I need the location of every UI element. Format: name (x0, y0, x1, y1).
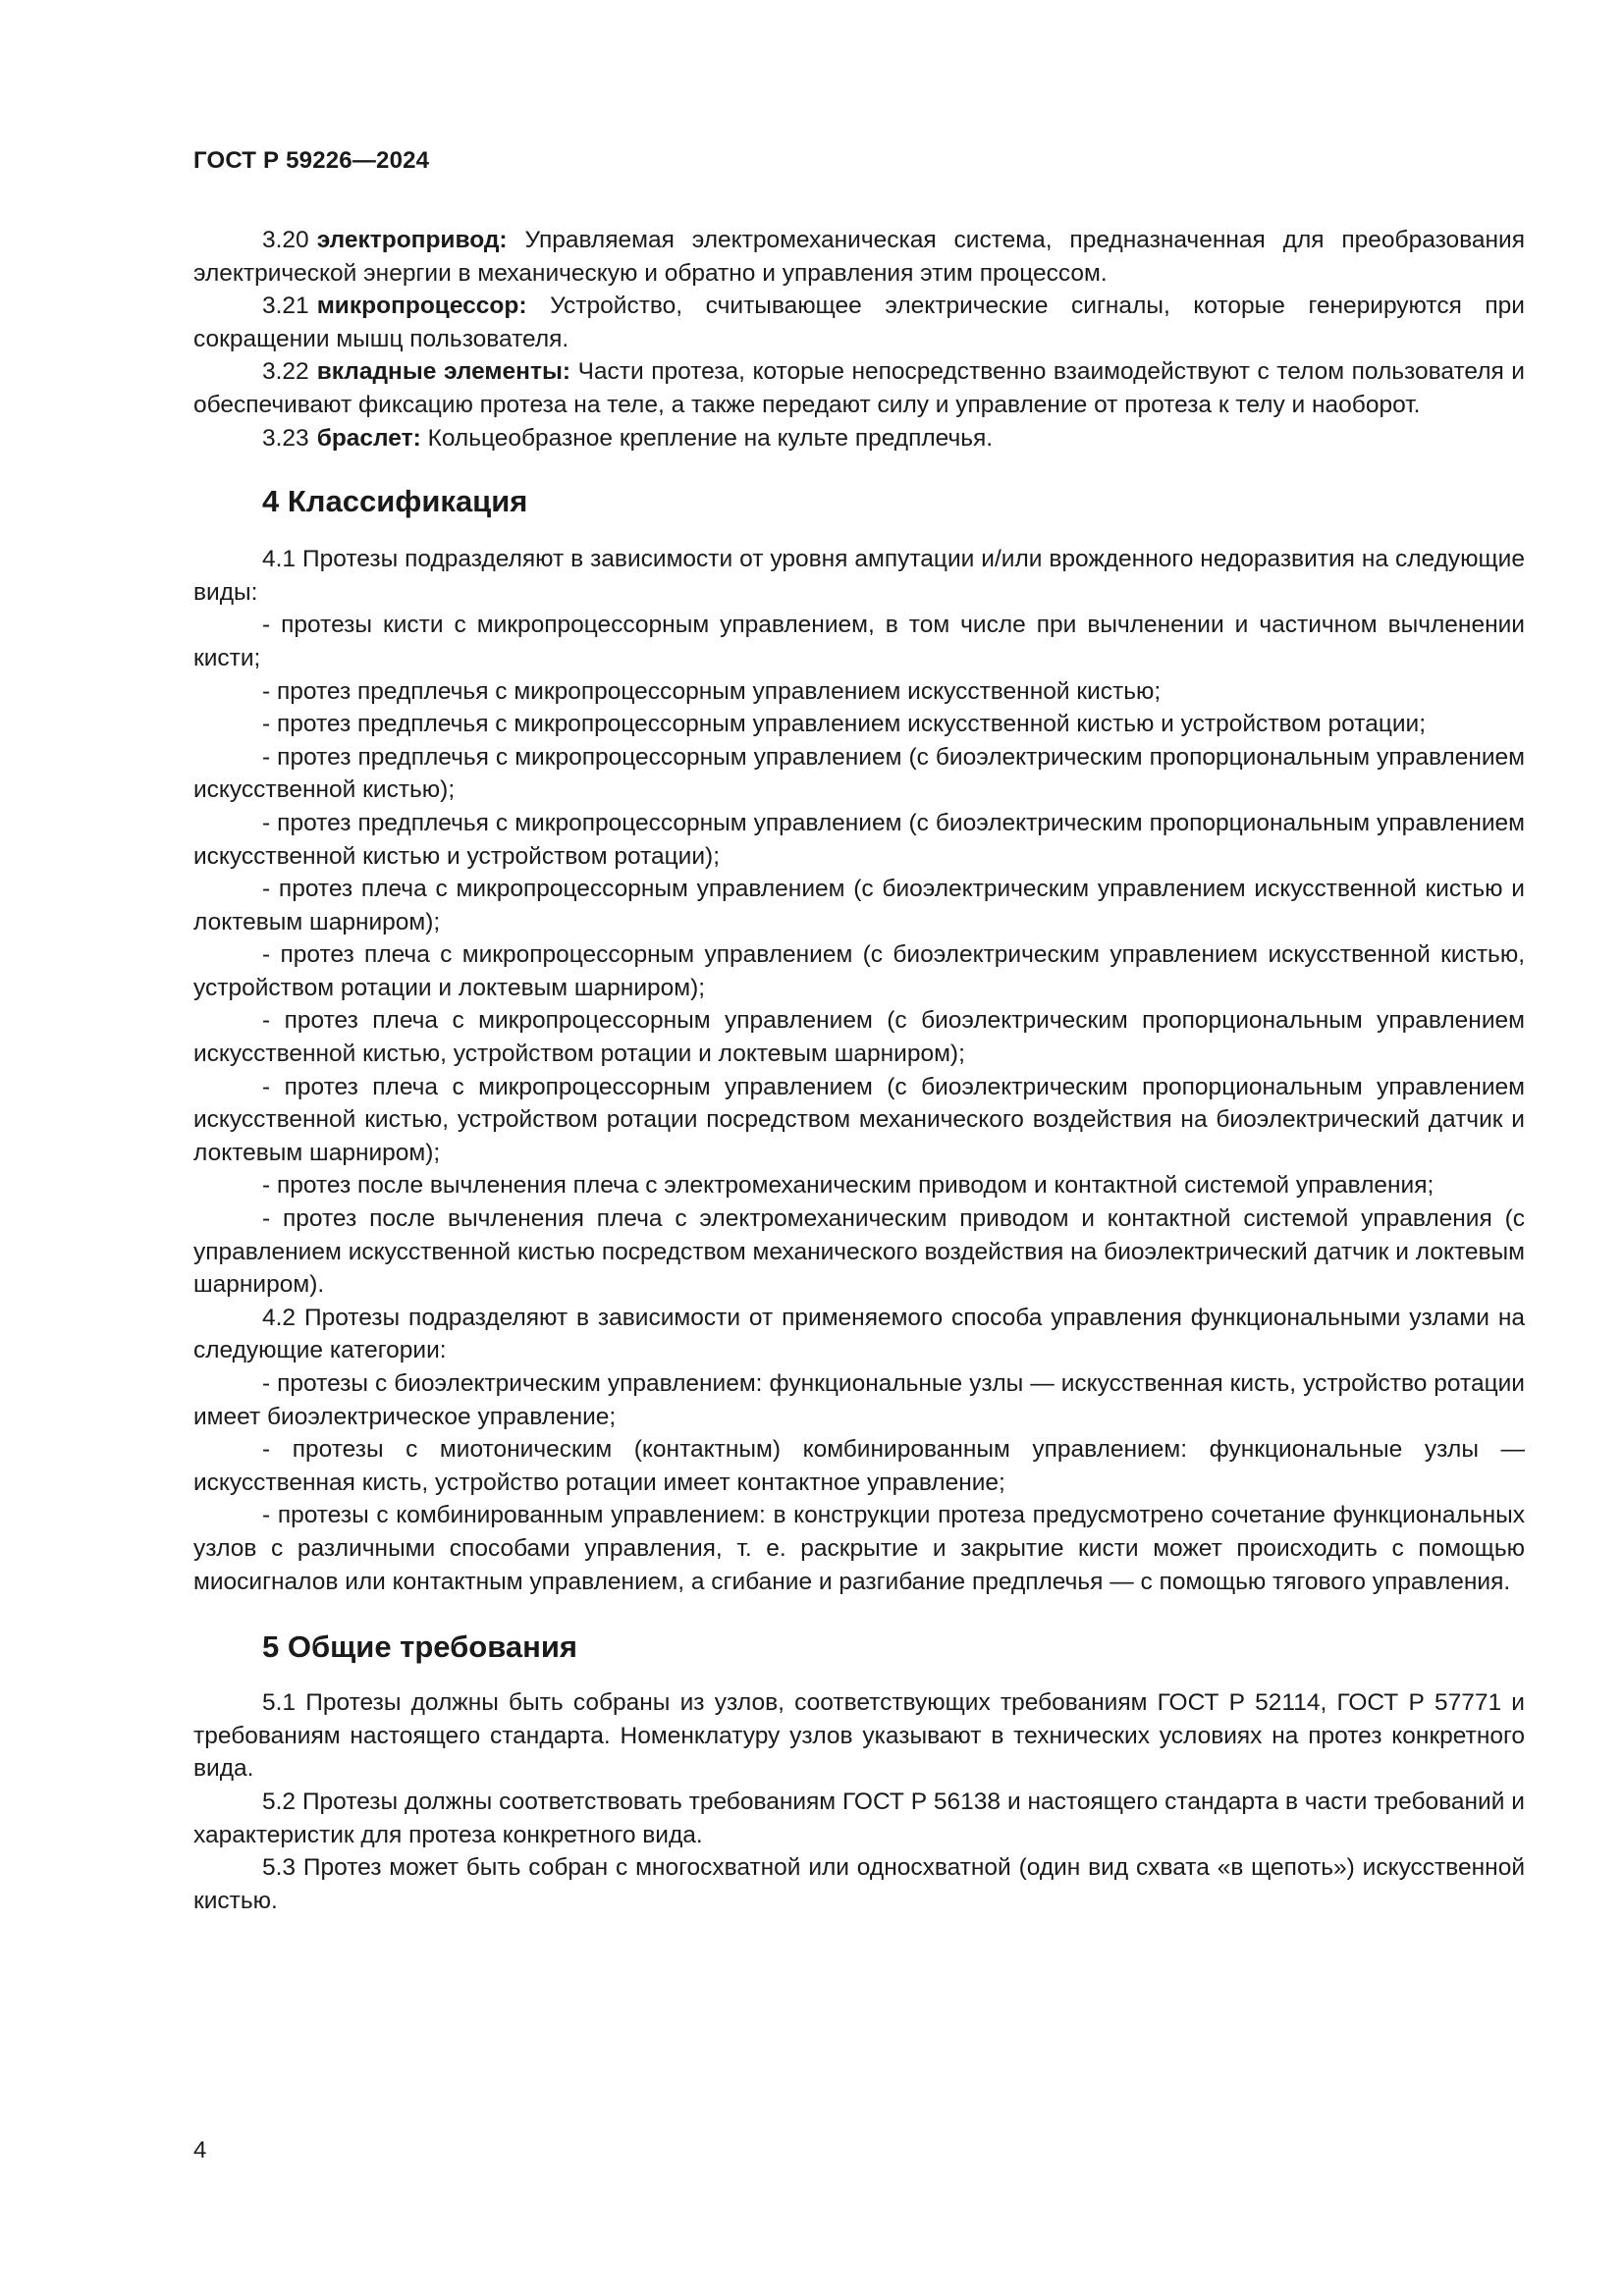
document-body (193, 224, 1525, 1917)
list-item: - протез после вычленения плеча с электромеханическим приводом и контактной системой управления; (262, 1172, 1435, 1200)
list-item: - протезы с миотоническим (контактным) комбинированным управлением: функциональные узлы — искусственная кисть, устройство ротации имеет контактное управление; (193, 1436, 1525, 1496)
definition-3-21 (193, 290, 1525, 355)
clause-number: 3.22 (262, 358, 309, 386)
list-item: - протез плеча с микропроцессорным управлением (с биоэлектрическим пропорциональным управлением искусственной кистью, устройством ротации посредством механического воздействия на биоэлектрический датчик и локтевым шарниром); (193, 1073, 1525, 1166)
clause-5-1: 5.1 Протезы должны быть собраны из узлов, соответствующих требованиям ГОСТ Р 52114, ГОСТ Р 57771 и требованиям настоящего стандарта. Номенклатуру узлов указывают в технических условиях на протез конкретного вида. (193, 1689, 1525, 1783)
list-item: - протезы кисти с микропроцессорным управлением, в том числе при вычленении и частичном вычленении кисти; (193, 612, 1525, 671)
list-item: - протез предплечья с микропроцессорным управлением (с биоэлектрическим пропорциональным управлением искусственной кистью и устройством ротации); (193, 809, 1525, 870)
term: микропроцессор: (316, 293, 527, 320)
list-item: - протез предплечья с микропроцессорным управлением (с биоэлектрическим пропорциональным управлением искусственной кистью); (193, 743, 1525, 804)
definition-text: Устройство, считывающее электрические сигналы, которые генерируются при сокращении мышц пользователя. (193, 293, 1525, 352)
definition-3-20 (193, 224, 1525, 290)
definition-text: Части протеза, которые непосредственно взаимодействуют с телом пользователя и обеспечивают фиксацию протеза на теле, а также передают силу и управление от протеза к телу и наоборот. (193, 358, 1525, 418)
clause-5-3: 5.3 Протез может быть собран с многосхватной или односхватной (один вид схвата «в щепоть») искусственной кистью. (193, 1854, 1525, 1914)
clause-number: 3.23 (262, 424, 309, 452)
term: браслет: (316, 424, 421, 452)
definition-text: Кольцеобразное крепление на культе предплечья. (427, 424, 994, 452)
list-item: - протез предплечья с микропроцессорным управлением искусственной кистью; (262, 677, 1162, 705)
list-item: - протез плеча с микропроцессорным управлением (с биоэлектрическим управлением искусственной кистью, устройством ротации и локтевым шарниром); (193, 941, 1525, 1001)
definition-text: Управляемая электромеханическая система, предназначенная для преобразования электрической энергии в механическую и обратно и управления этим процессом. (193, 227, 1525, 287)
page-number: 4 (193, 2137, 207, 2163)
clause-number: 3.21 (262, 293, 309, 320)
definition-3-23 (193, 422, 1525, 455)
list-item: - протез плеча с микропроцессорным управлением (с биоэлектрическим управлением искусственной кистью и локтевым шарниром); (193, 876, 1525, 935)
list-item: - протез предплечья с микропроцессорным управлением искусственной кистью и устройством ротации; (262, 711, 1427, 738)
section-5-heading: 5 Общие требования (262, 1629, 577, 1665)
document-code-header: ГОСТ Р 59226—2024 (193, 147, 430, 174)
list-item: - протез после вычленения плеча с электромеханическим приводом и контактной системой управления (с управлением искусственной кистью посредством механического воздействия на биоэлектрический датчик и локтевым шарниром). (193, 1205, 1525, 1299)
definition-3-22 (193, 355, 1525, 421)
term: электропривод: (316, 227, 508, 253)
section-4-heading: 4 Классификация (262, 484, 528, 519)
clause-4-1: 4.1 Протезы подразделяют в зависимости от уровня ампутации и/или врожденного недоразвития на следующие виды: (193, 546, 1525, 606)
list-item: - протезы с комбинированным управлением: в конструкции протеза предусмотрено сочетание функциональных узлов с различными способами управления, т. е. раскрытие и закрытие кисти может происходить с помощью миосигналов или контактным управлением, а сгибание и разгибание предплечья — с помощью тягового управления. (193, 1502, 1525, 1595)
list-item: - протезы с биоэлектрическим управлением: функциональные узлы — искусственная кисть, устройство ротации имеет биоэлектрическое управление; (193, 1370, 1525, 1430)
term: вкладные элементы: (316, 358, 571, 386)
clause-5-2: 5.2 Протезы должны соответствовать требованиям ГОСТ Р 56138 и настоящего стандарта в части требований и характеристик для протеза конкретного вида. (193, 1788, 1525, 1848)
clause-number: 3.20 (262, 227, 309, 253)
list-item: - протез плеча с микропроцессорным управлением (с биоэлектрическим пропорциональным управлением искусственной кистью, устройством ротации и локтевым шарниром); (193, 1007, 1525, 1068)
clause-4-2: 4.2 Протезы подразделяют в зависимости от применяемого способа управления функциональными узлами на следующие категории: (193, 1304, 1525, 1364)
